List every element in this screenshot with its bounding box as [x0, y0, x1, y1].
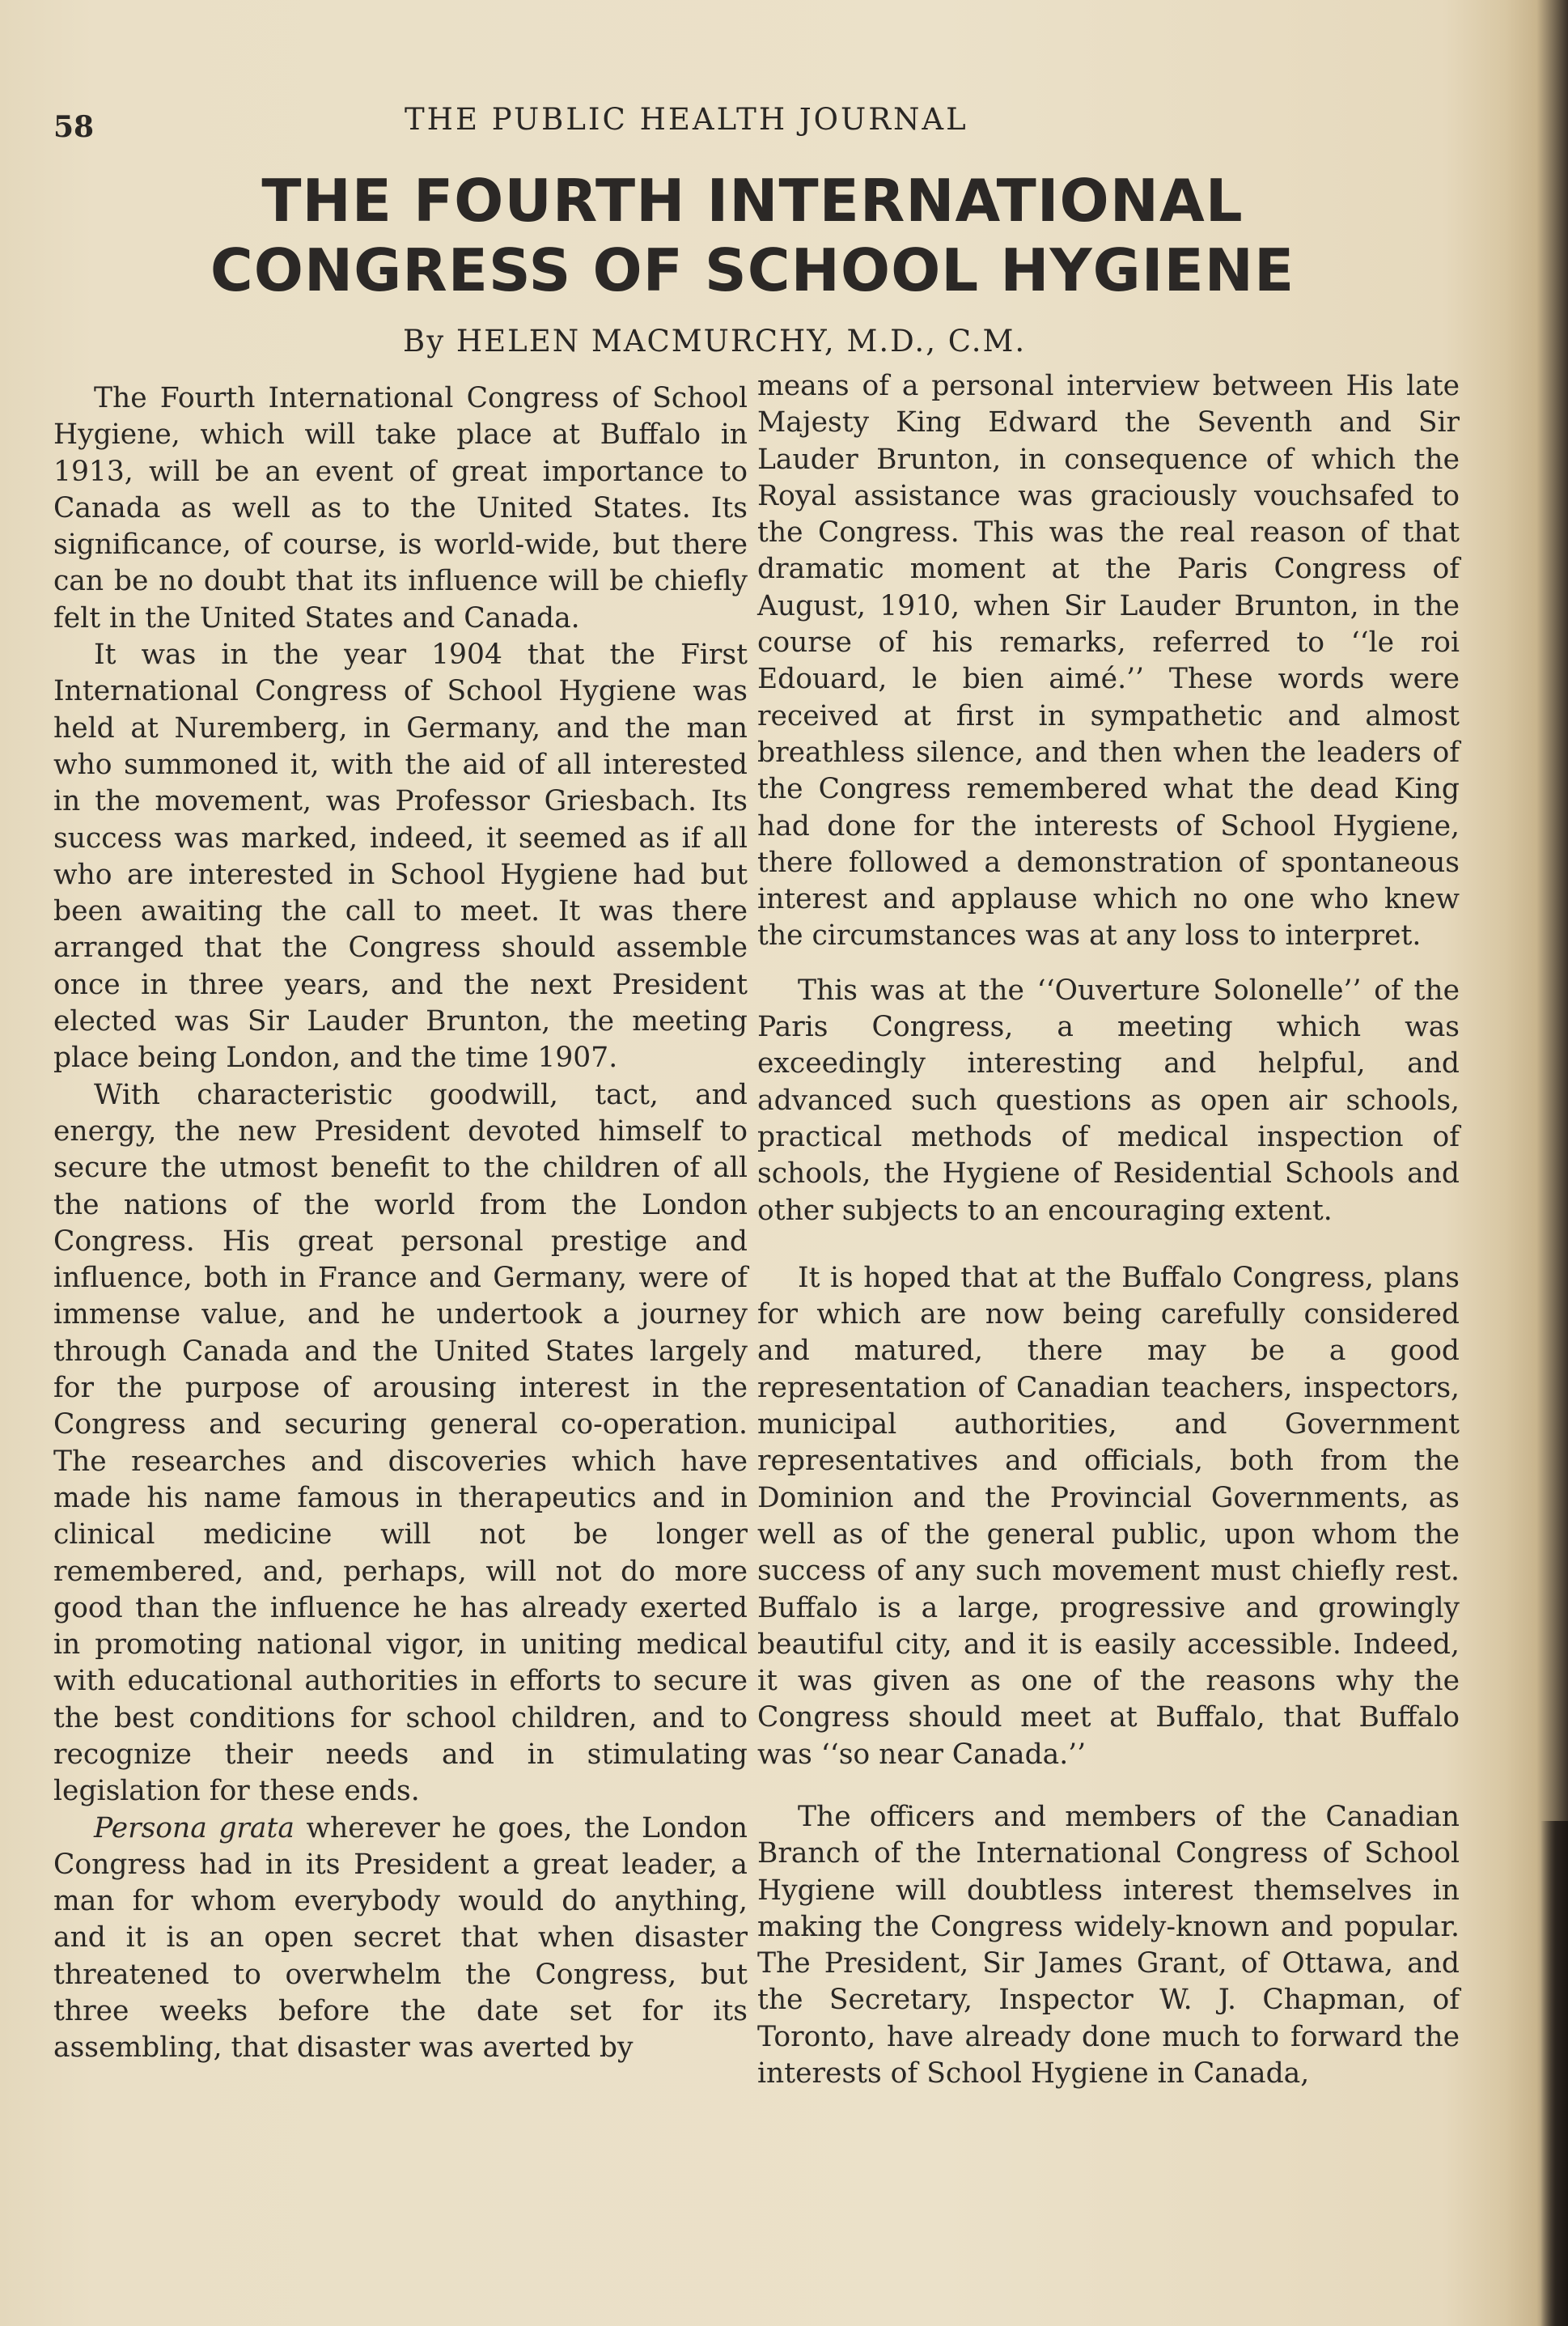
- binding-shadow: [1540, 1821, 1568, 2326]
- paragraph: It is hoped that at the Buffalo Congress, plans for which are now being carefully considered and matured, there may be a good representation of Canadian teachers, inspectors, municipal authorities, and Government representatives and officials, both from the Dominion and the Provincial Governments, as well as of the general public, upon whom the success of any such movement must chiefly rest. Buffalo is a large, progressive and growingly beautiful city, and it is easily accessible. Indeed, it was given as one of the reasons why the Congress should meet at Buffalo, that Buffalo was ‘‘so near Canada.’’: [757, 1261, 1460, 1771]
- right-column: [757, 368, 1460, 2092]
- italic-phrase: Persona grata: [94, 1811, 295, 1844]
- title-line-1: THE FOURTH INTERNATIONAL: [261, 167, 1244, 235]
- byline: By HELEN MACMURCHY, M.D., C.M.: [403, 324, 1027, 359]
- paragraph: The officers and members of the Canadian Branch of the International Congress of School Hygiene will doubtless interest themselves in making the Congress widely-known and popular. The President, Sir James Grant, of Ottawa, and the Secretary, Inspector W. J. Chapman, of Toronto, have already done much to forward the interests of School Hygiene in Canada,: [757, 1800, 1460, 2090]
- paragraph-persona-grata: [53, 1810, 748, 2067]
- page-number: 58: [53, 110, 95, 144]
- paragraph-text: wherever he goes, the London Congress had in its President a great leader, a man for whom everybody would do anything, and it is an open secret that when disaster threatened to overwhelm the Congress, but three weeks before the date set for its assembling, that disaster was averted by: [53, 1811, 748, 2065]
- running-head: THE PUBLIC HEALTH JOURNAL: [405, 102, 968, 137]
- paragraph: It was in the year 1904 that the First International Congress of School Hygiene was held at Nuremberg, in Germany, and the man who summoned it, with the aid of all interested in the movement, was Professor Griesbach. Its success was marked, indeed, it seemed as if all who are interested in School Hygiene had but been awaiting the call to meet. It was there arranged that the Congress should assemble once in three years, and the next President elected was Sir Lauder Brunton, the meeting place being London, and the time 1907.: [53, 639, 748, 1075]
- paragraph: The Fourth International Congress of School Hygiene, which will take place at Buffalo in 1913, will be an event of great importance to Canada as well as to the United States. Its significance, of course, is world-wide, but there can be no doubt that its influence will be chiefly felt in the United States and Canada.: [53, 382, 748, 635]
- paragraph-continued: means of a personal interview between His late Majesty King Edward the Seventh and Sir Lauder Brunton, in consequence of which the Royal assistance was graciously vouchsafed to the Congress. This was the real reason of that dramatic moment at the Paris Congress of August, 1910, when Sir Lauder Brunton, in the course of his remarks, referred to ‘‘le roi Edouard, le bien aimé.’’ These words were received at first in sympathetic and almost breathless silence, and then when the leaders of the Congress remembered what the dead King had done for the interests of School Hygiene, there followed a demonstration of spontaneous interest and applause which no one who knew the circumstances was at any loss to interpret.: [757, 370, 1460, 953]
- paragraph: This was at the ‘‘Ouverture Solonelle’’ of the Paris Congress, a meeting which was exceedingly interesting and helpful, and advanced such questions as open air schools, practical methods of medical inspection of schools, the Hygiene of Residential Schools and other subjects to an encouraging extent.: [757, 974, 1460, 1227]
- title-line-2: CONGRESS OF SCHOOL HYGIENE: [210, 236, 1295, 304]
- left-column: [53, 380, 748, 2067]
- paragraph: With characteristic goodwill, tact, and energy, the new President devoted himself to secure the utmost benefit to the children of all the nations of the world from the London Congress. His great personal prestige and influence, both in France and Germany, were of immense value, and he undertook a journey through Canada and the United States largely for the purpose of arousing interest in the Congress and securing general co-operation. The researches and discoveries which have made his name famous in therapeutics and in clinical medicine will not be longer remembered, and, perhaps, will not do more good than the influence he has already exerted in promoting national vigor, in uniting medical with educational authorities in efforts to secure the best conditions for school children, and to recognize their needs and in stimulating legislation for these ends.: [53, 1078, 748, 1808]
- article-title: [178, 166, 1327, 305]
